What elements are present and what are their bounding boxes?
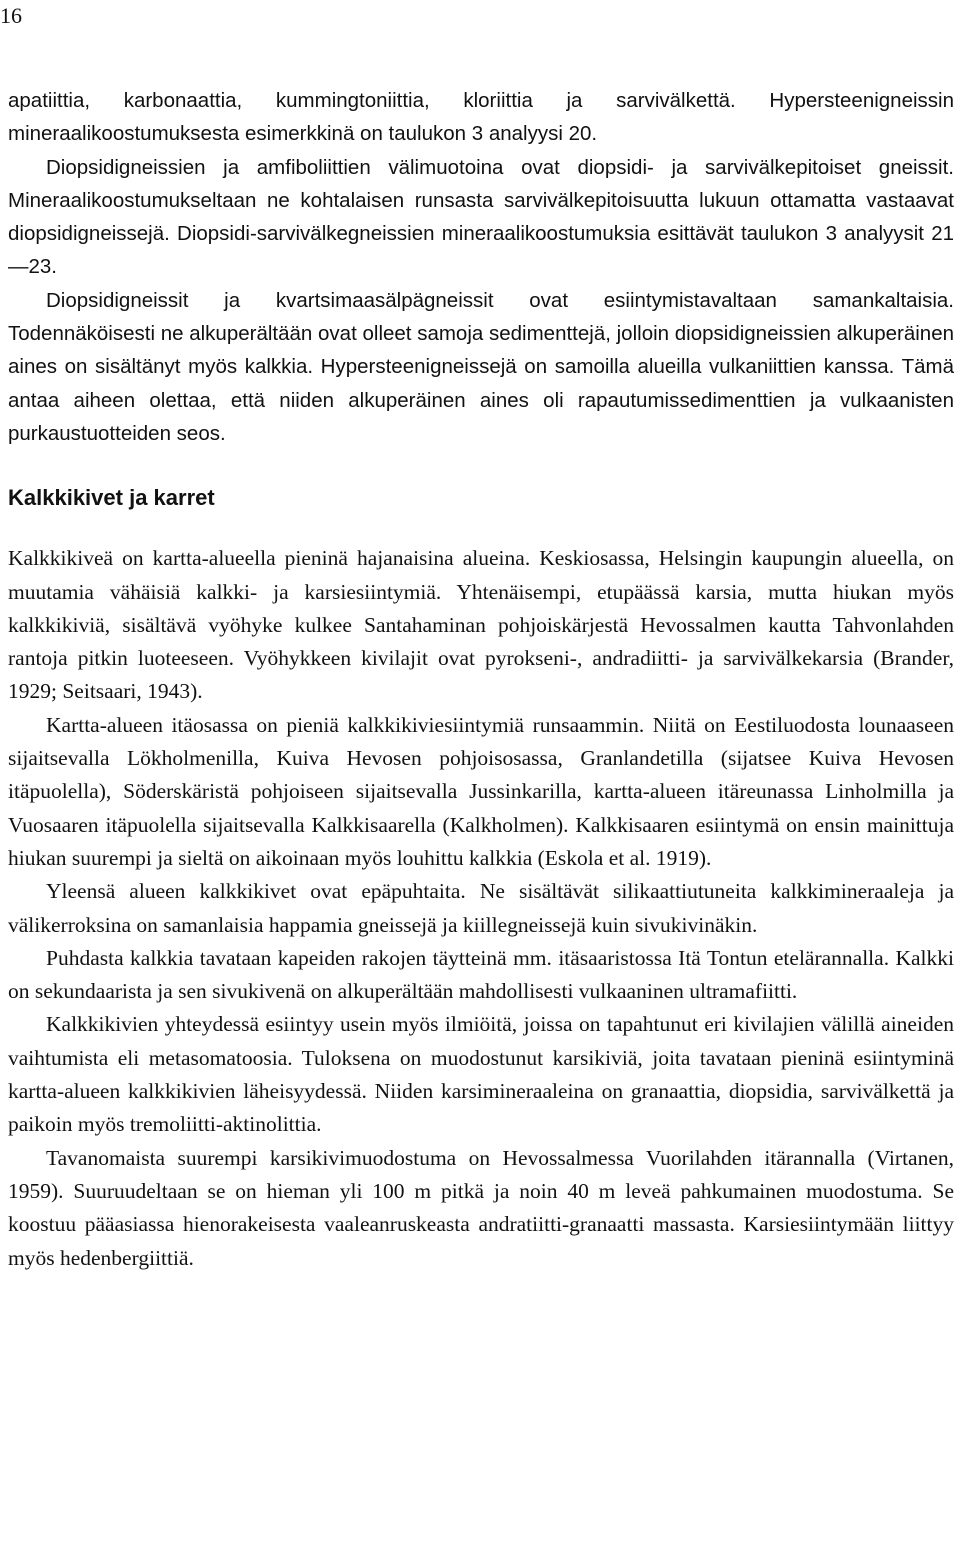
paragraph: Puhdasta kalkkia tavataan kapeiden rakojen täytteinä mm. itäsaaristossa Itä Tontun etelärannalla. Kalkki on sekundaarista ja sen sivukivenä on alkuperältään mahdollisesti vulkaaninen ultramafiitti. — [8, 945, 954, 1004]
paragraph: Kalkkikiveä on kartta-alueella pieninä hajanaisina alueina. Keskiosassa, Helsingin kaupungin alueella, on muutamia vähäisiä kalkki- ja karsiesiintymiä. Yhtenäisempi, etupäässä karsia, mutta hiukan myös kalkkikiviä, sisältävä vyöhyke kulkee Santahaminan pohjoiskärjestä Hevossalmen kautta Tahvonlahden rantoja pitkin luoteeseen. Vyöhykkeen kivilajit ovat pyrokseni-, andradiitti- ja sarvivälkekarsia (Brander, 1929; Seitsaari, 1943). — [8, 546, 954, 704]
paragraph: Diopsidigneissien ja amfiboliittien välimuotoina ovat diopsidi- ja sarvivälkepitoiset gneissit. Mineraalikoostumukseltaan ne kohtalaisen runsasta sarvivälkepitoisuutta lukuun ottamatta vastaavat diopsidigneissejä. Diopsidi-sarvivälkegneissien mineraalikoostumuksia esittävät taulukon 3 analyysit 21—23. — [8, 155, 954, 279]
paragraph: Kalkkikivien yhteydessä esiintyy usein myös ilmiöitä, joissa on tapahtunut eri kivilajien välillä aineiden vaihtumista eli metasomatoosia. Tuloksena on muodostunut karsikiviä, joita tavataan pieninä esiintyminä kartta-alueen kalkkikivien läheisyydessä. Niiden karsimineraaleina on granaattia, diopsidia, sarvivälkettä ja paikoin myös tremoliitti-aktinolittia. — [8, 1012, 954, 1137]
paragraph: Diopsidigneissit ja kvartsimaasälpägneissit ovat esiintymistavaltaan samankaltaisia. Todennäköisesti ne alkuperältään ovat olleet samoja sedimenttejä, jolloin diopsidigneissien alkuperäinen aines on sisältänyt myös kalkkia. Hypersteenigneissejä on samoilla alueilla vulkaniittien kanssa. Tämä antaa aiheen olettaa, että niiden alkuperäinen aines oli rapautumissedimenttien ja vulkaanisten purkaustuotteiden seos. — [8, 288, 954, 445]
page-number: 16 — [0, 3, 22, 28]
paragraph: Yleensä alueen kalkkikivet ovat epäpuhtaita. Ne sisältävät silikaattiutuneita kalkkimineraaleja ja välikerroksina on samanlaisia happamia gneissejä ja kiillegneissejä kuin sivukivinäkin. — [8, 879, 954, 937]
section-heading: Kalkkikivet ja karret — [8, 485, 215, 511]
section-gneisses — [8, 84, 954, 450]
section-limestones — [8, 542, 954, 1275]
paragraph: Kartta-alueen itäosassa on pieniä kalkkikiviesiintymiä runsaammin. Niitä on Eestiluodosta lounaaseen sijaitsevalla Lökholmenilla, Kuiva Hevosen pohjoisosassa, Granlandetilla (sijatsee Kuiva Hevosen itäpuolella), Söderskäristä pohjoiseen sijaitsevalla Jussinkarilla, kartta-alueen itäreunassa Linholmilla ja Vuosaaren itäpuolella sijaitsevalla Kalkkisaarella (Kalkholmen). Kalkkisaaren esiintymä on ensin mainittuja hiukan suurempi ja sieltä on aikoinaan myös louhittu kalkkia (Eskola et al. 1919). — [8, 712, 954, 870]
paragraph: apatiittia, karbonaattia, kummingtoniittia, kloriittia ja sarvivälkettä. Hypersteenigneissin mineraalikoostumuksesta esimerkkinä on taulukon 3 analyysi 20. — [8, 89, 954, 146]
page-content — [8, 84, 954, 1275]
paragraph: Tavanomaista suurempi karsikivimuodostuma on Hevossalmessa Vuorilahden itärannalla (Virtanen, 1959). Suuruudeltaan se on hieman yli 100 m pitkä ja noin 40 m leveä pahkumainen muodostuma. Se koostuu pääasiassa hienorakeisesta vaaleanruskeasta andratiitti-granaatti massasta. Karsiesiintymään liittyy myös hedenbergiittiä. — [8, 1145, 954, 1270]
